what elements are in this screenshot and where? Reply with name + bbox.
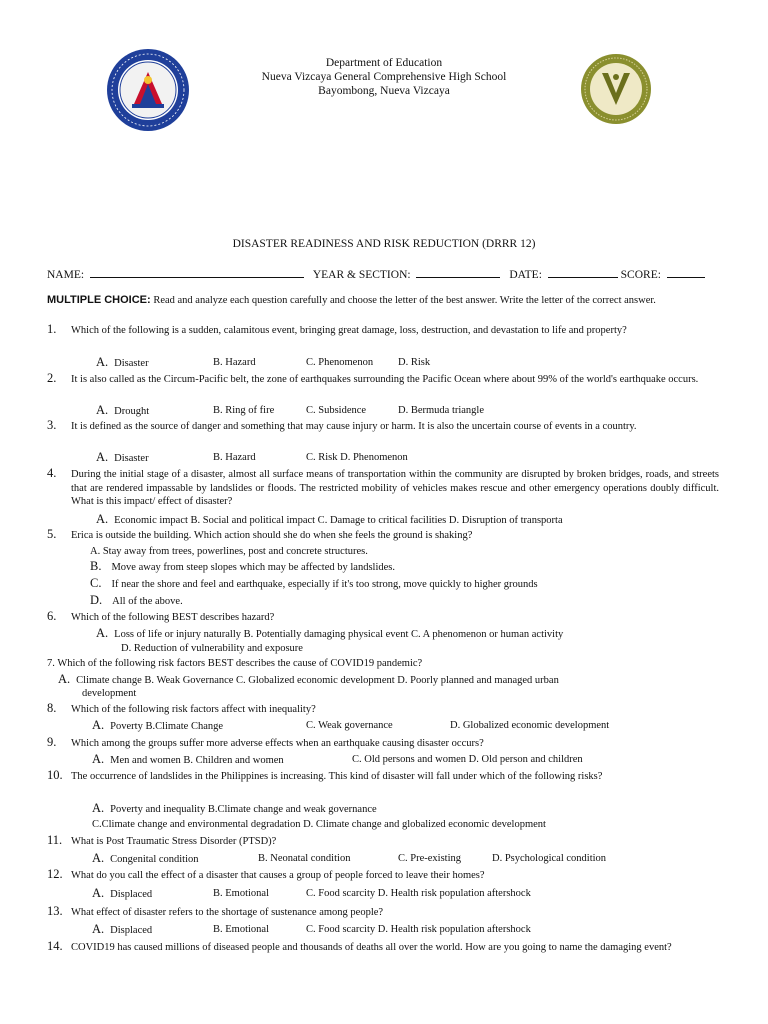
question-text: The occurrence of landslides in the Philippines is increasing. This kind of disaster will fall under which of the following risks? xyxy=(71,771,603,782)
question-text: Which of the following BEST describes hazard? xyxy=(71,612,275,623)
question-1 xyxy=(47,324,719,338)
year-section-blank[interactable] xyxy=(416,267,500,278)
question-number: 13. xyxy=(47,904,63,918)
option-c-d[interactable]: C. Risk D. Phenomenon xyxy=(306,452,408,463)
option-a[interactable]: A. Disaster xyxy=(96,450,149,464)
question-6 xyxy=(47,611,719,625)
question-number: 3. xyxy=(47,418,57,432)
option-c-d[interactable]: C. Food scarcity D. Health risk population aftershock xyxy=(306,924,531,935)
question-14 xyxy=(47,941,719,955)
option-a[interactable]: A. Displaced xyxy=(92,922,153,936)
question-text: What do you call the effect of a disaster that causes a group of people forced to leave their homes? xyxy=(71,870,485,881)
option-d[interactable]: D. Globalized economic development xyxy=(450,720,610,731)
instructions-label: MULTIPLE CHOICE: xyxy=(47,294,151,306)
option-d[interactable]: D. All of the above. xyxy=(90,593,183,607)
question-text: It is also called as the Circum-Pacific belt, the zone of earthquakes surrounding the Pacific Ocean where about 99% of the world's earthquake occurs. xyxy=(71,374,699,385)
option-b[interactable]: B. Ring of fire xyxy=(213,405,275,416)
year-section-label: YEAR & SECTION: xyxy=(312,269,411,281)
header-location: Bayombong, Nueva Vizcaya xyxy=(318,85,450,97)
question-8 xyxy=(47,703,719,717)
question-number: 5. xyxy=(47,527,57,541)
question-4 xyxy=(47,468,719,509)
option-line[interactable]: A. Climate change B. Weak Governance C. Globalized economic development D. Poorly planned and managed urban xyxy=(58,672,559,686)
question-text: Which of the following is a sudden, calamitous event, bringing great damage, loss, destruction, and devastation to life and property? xyxy=(71,325,627,336)
header-department: Department of Education xyxy=(325,57,443,69)
question-text: COVID19 has caused millions of diseased people and thousands of deaths all over the world. How are you going to name the damaging event? xyxy=(71,942,672,953)
question-2 xyxy=(47,373,719,387)
question-7 xyxy=(47,657,719,671)
option-b[interactable]: B. Neonatal condition xyxy=(258,853,351,864)
option-a[interactable]: A. Drought xyxy=(96,403,150,417)
question-11 xyxy=(47,835,719,849)
option-continued: development xyxy=(82,688,137,699)
question-text: Which of the following risk factors BEST describes the cause of COVID19 pandemic? xyxy=(57,658,423,669)
question-number: 1. xyxy=(47,322,57,336)
option-c[interactable]: C. Phenomenon xyxy=(306,357,374,368)
question-number: 2. xyxy=(47,371,57,385)
date-blank[interactable] xyxy=(548,267,618,278)
date-label: DATE: xyxy=(509,269,542,281)
score-blank[interactable] xyxy=(667,267,705,278)
question-5 xyxy=(47,529,719,543)
instructions xyxy=(47,294,719,307)
option-b[interactable]: B. Hazard xyxy=(213,452,256,463)
question-text: Which of the following risk factors affect with inequality? xyxy=(71,704,316,715)
option-b[interactable]: B. Hazard xyxy=(213,357,256,368)
question-text: What is Post Traumatic Stress Disorder (PTSD)? xyxy=(71,836,277,847)
question-number: 10. xyxy=(47,768,63,782)
question-number: 11. xyxy=(47,833,63,847)
option-c-d[interactable]: C. Old persons and women D. Old person and children xyxy=(352,754,583,765)
question-number: 6. xyxy=(47,609,57,623)
option-a-b[interactable]: A. Poverty and inequality B.Climate change and weak governance xyxy=(92,801,377,815)
question-12 xyxy=(47,869,719,883)
instructions-text: Read and analyze each question carefully and choose the letter of the best answer. Write the letter of the correct answer. xyxy=(153,295,656,306)
option-a-b[interactable]: A. Poverty B.Climate Change xyxy=(92,718,224,732)
question-10 xyxy=(47,770,719,784)
question-number: 9. xyxy=(47,735,57,749)
student-info-fields xyxy=(47,267,705,281)
question-number: 12. xyxy=(47,867,63,881)
option-b[interactable]: B. Move away from steep slopes which may be affected by landslides. xyxy=(90,559,395,573)
option-c-d[interactable]: C.Climate change and environmental degradation D. Climate change and globalized economic development xyxy=(92,819,546,830)
exam-title: DISASTER READINESS AND RISK REDUCTION (DRRR 12) xyxy=(232,238,536,250)
question-text: Which among the groups suffer more adverse effects when an earthquake causing disaster occurs? xyxy=(71,738,484,749)
option-a[interactable]: A. Disaster xyxy=(96,355,149,369)
option-line[interactable]: A. Economic impact B. Social and political impact C. Damage to critical facilities D. Disruption of transporta xyxy=(96,512,563,526)
option-a-b[interactable]: A. Men and women B. Children and women xyxy=(92,752,284,766)
question-text: What effect of disaster refers to the shortage of sustenance among people? xyxy=(71,907,384,918)
question-13 xyxy=(47,906,719,920)
question-number: 4. xyxy=(47,466,57,480)
option-c[interactable]: C. Subsidence xyxy=(306,405,367,416)
option-abc[interactable]: A. Loss of life or injury naturally B. Potentially damaging physical event C. A phenomenon or human activity xyxy=(96,626,564,640)
option-c-d[interactable]: C. Food scarcity D. Health risk population aftershock xyxy=(306,888,531,899)
header-school: Nueva Vizcaya General Comprehensive High School xyxy=(261,71,507,83)
question-number: 8. xyxy=(47,701,57,715)
question-text: During the initial stage of a disaster, almost all surface means of transportation within the community are disrupted by broken bridges, roads, and streets that are rendered impassable by landslides or floods. The restricted mobility of vehicles makes rescue and other emergency operations doubly difficult. What is this impact/ effect of disaster? xyxy=(71,469,719,507)
option-c[interactable]: C. Pre-existing xyxy=(398,853,461,864)
name-blank[interactable] xyxy=(90,267,304,278)
option-b[interactable]: B. Emotional xyxy=(213,924,269,935)
option-b[interactable]: B. Emotional xyxy=(213,888,269,899)
option-d[interactable]: D. Psychological condition xyxy=(492,853,607,864)
score-label: SCORE: xyxy=(620,269,661,281)
question-number: 14. xyxy=(47,939,63,953)
option-a[interactable]: A. Stay away from trees, powerlines, post and concrete structures. xyxy=(90,546,368,557)
option-a[interactable]: A. Displaced xyxy=(92,886,153,900)
option-a[interactable]: A. Congenital condition xyxy=(92,851,199,865)
question-text: Erica is outside the building. Which action should she do when she feels the ground is shaking? xyxy=(71,530,473,541)
option-d[interactable]: D. Reduction of vulnerability and exposure xyxy=(121,643,303,654)
question-number: 7. xyxy=(47,658,55,669)
question-text: It is defined as the source of danger and something that may cause injury or harm. It is also the uncertain course of events in a country. xyxy=(71,421,637,432)
name-label: NAME: xyxy=(47,269,85,281)
option-c[interactable]: C. Weak governance xyxy=(306,720,393,731)
option-d[interactable]: D. Risk xyxy=(398,357,431,368)
option-c[interactable]: C. If near the shore and feel and earthquake, especially if it's too strong, move quickly to higher grounds xyxy=(90,576,538,590)
option-d[interactable]: D. Bermuda triangle xyxy=(398,405,485,416)
question-9 xyxy=(47,737,719,751)
question-3 xyxy=(47,420,719,434)
